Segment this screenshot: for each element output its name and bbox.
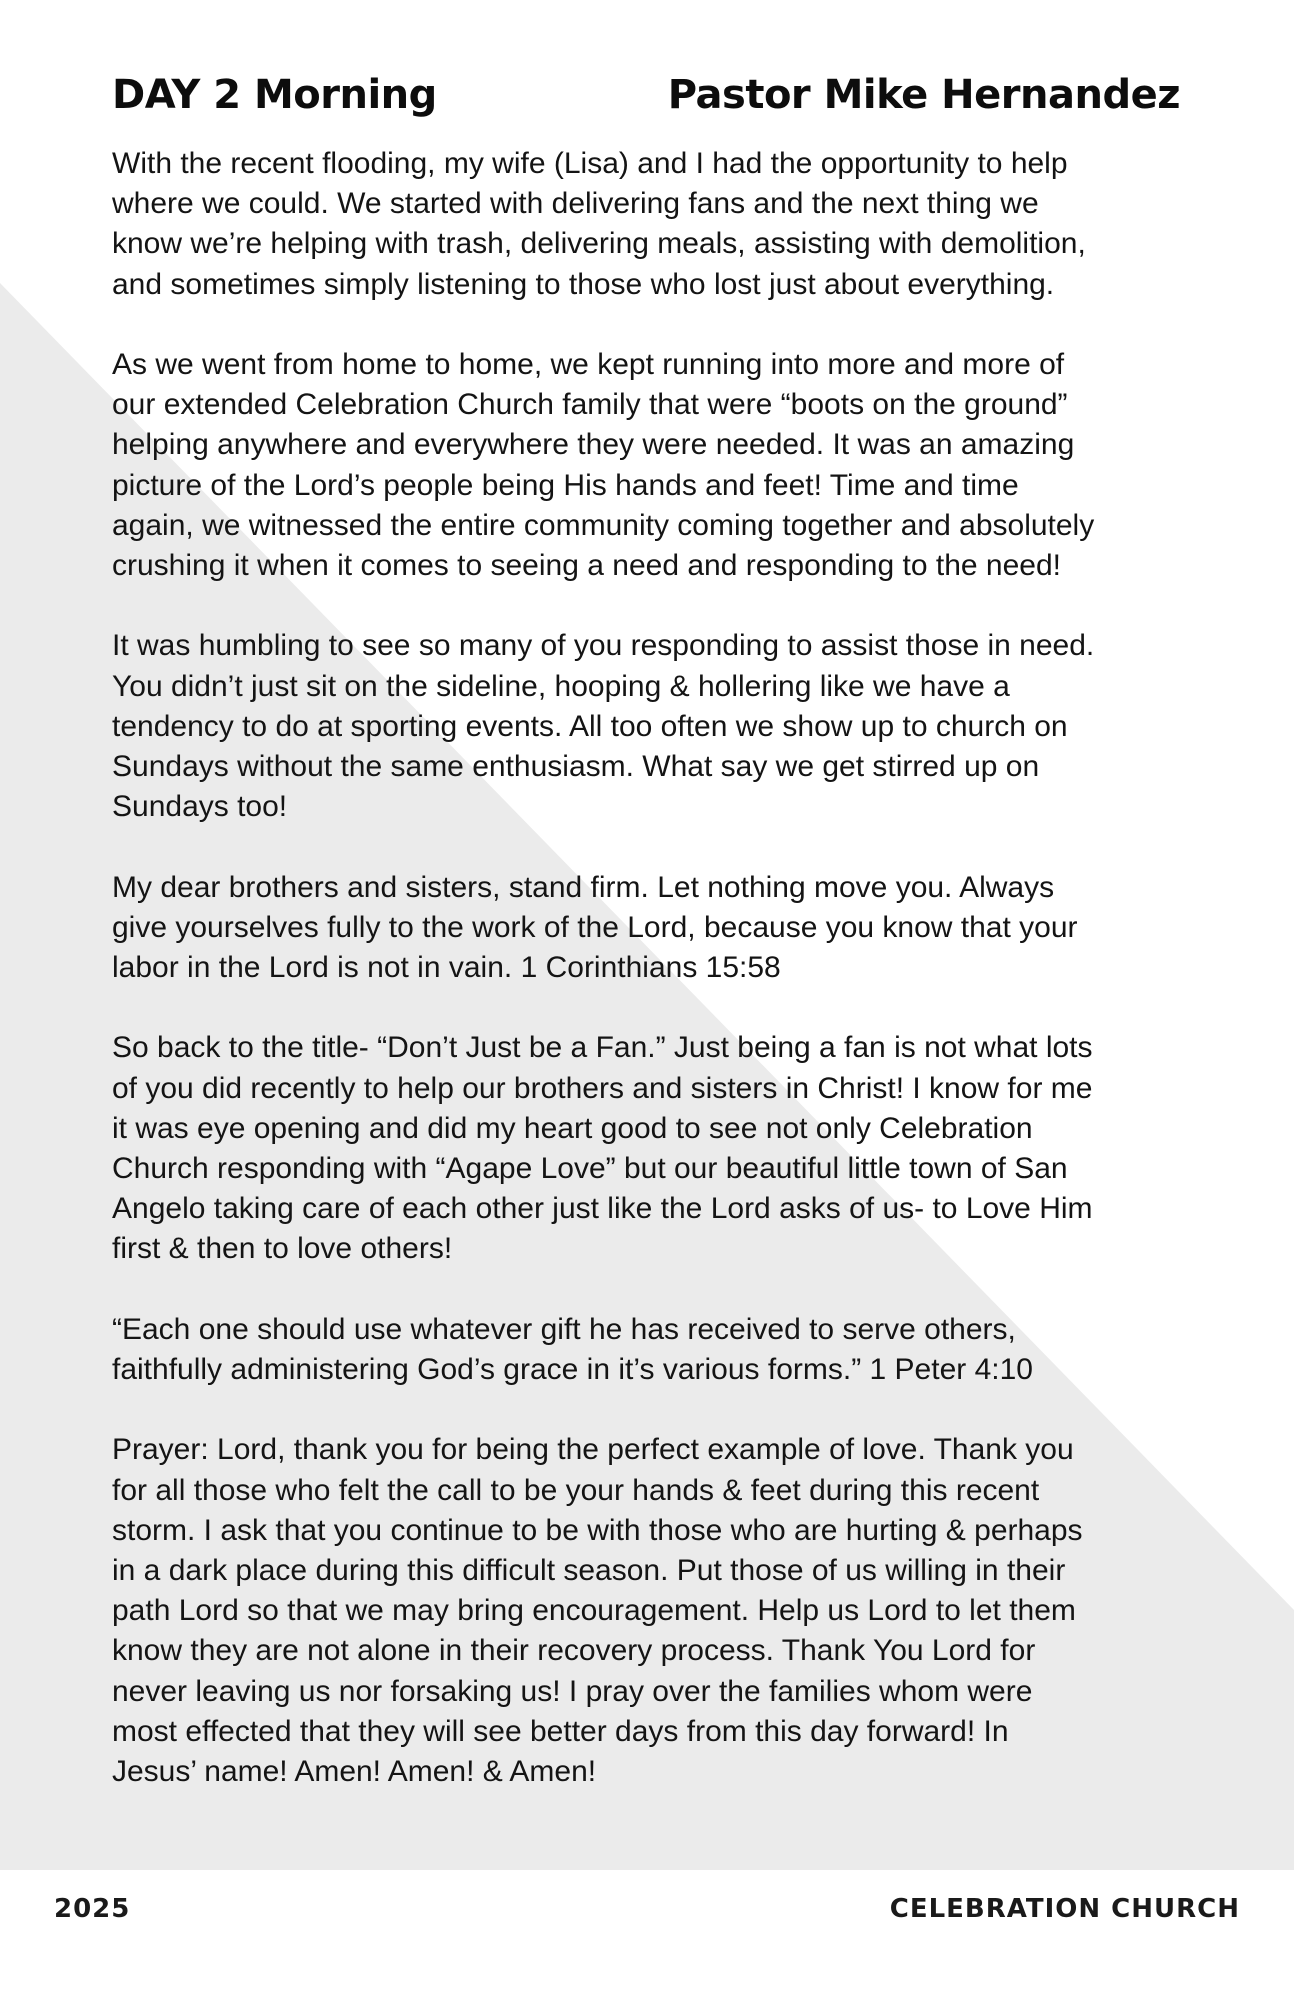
paragraph-flooding: With the recent flooding, my wife (Lisa) and I had the opportunity to help where we could. We started with delivering fans and the next thing we know we’re helping with trash, delivering meals, assisting with demolition, and sometimes simply listening to those who lost just about everything. (112, 147, 1086, 301)
day-title: DAY 2 Morning (112, 72, 437, 118)
page-footer (0, 1870, 1294, 2000)
paragraph-community: As we went from home to home, we kept running into more and more of our extended Celebration Church family that were “boots on the ground” helping anywhere and everywhere they were needed. It was an amazing picture of the Lord’s people being His hands and feet! Time and time again, we witnessed the entire community coming together and absolutely crushing it when it comes to seeing a need and responding to the need! (112, 348, 1095, 583)
author-name: Pastor Mike Hernandez (667, 72, 1180, 118)
footer-year: 2025 (54, 1894, 131, 1924)
scripture-peter: “Each one should use whatever gift he has received to serve others, faithfully administering God’s grace in it’s various forms.” 1 Peter 4:10 (112, 1312, 1033, 1387)
paragraph-title-fan: So back to the title- “Don’t Just be a Fan.” Just being a fan is not what lots of you did recently to help our brothers and sisters in Christ! I know for me it was eye opening and did my heart good to see not only Celebration Church responding with “Agape Love” but our beautiful little town of San Angelo taking care of each other just like the Lord asks of us- to Love Him first & then to love others! (112, 1031, 1093, 1266)
devotional-body (112, 144, 1192, 1832)
footer-organization: CELEBRATION CHURCH (889, 1894, 1240, 1924)
paragraph-humbling: It was humbling to see so many of you responding to assist those in need. You didn’t just sit on the sideline, hooping & hollering like we have a tendency to do at sporting events. All too often we show up to church on Sundays without the same enthusiasm. What say we get stirred up on Sundays too! (112, 629, 1095, 824)
scripture-corinthians: My dear brothers and sisters, stand firm. Let nothing move you. Always give yourselves fully to the work of the Lord, because you know that your labor in the Lord is not in vain. 1 Corinthians 15:58 (112, 870, 1078, 985)
paragraph-prayer: Prayer: Lord, thank you for being the perfect example of love. Thank you for all those who felt the call to be your hands & feet during this recent storm. I ask that you continue to be with those who are hurting & perhaps in a dark place during this difficult season. Put those of us willing in their path Lord so that we may bring encouragement. Help us Lord to let them know they are not alone in their recovery process. Thank You Lord for never leaving us nor forsaking us! I pray over the families whom were most effected that they will see better days from this day forward! In Jesus’ name! Amen! Amen! & Amen! (112, 1433, 1083, 1789)
page-header (112, 72, 1180, 118)
